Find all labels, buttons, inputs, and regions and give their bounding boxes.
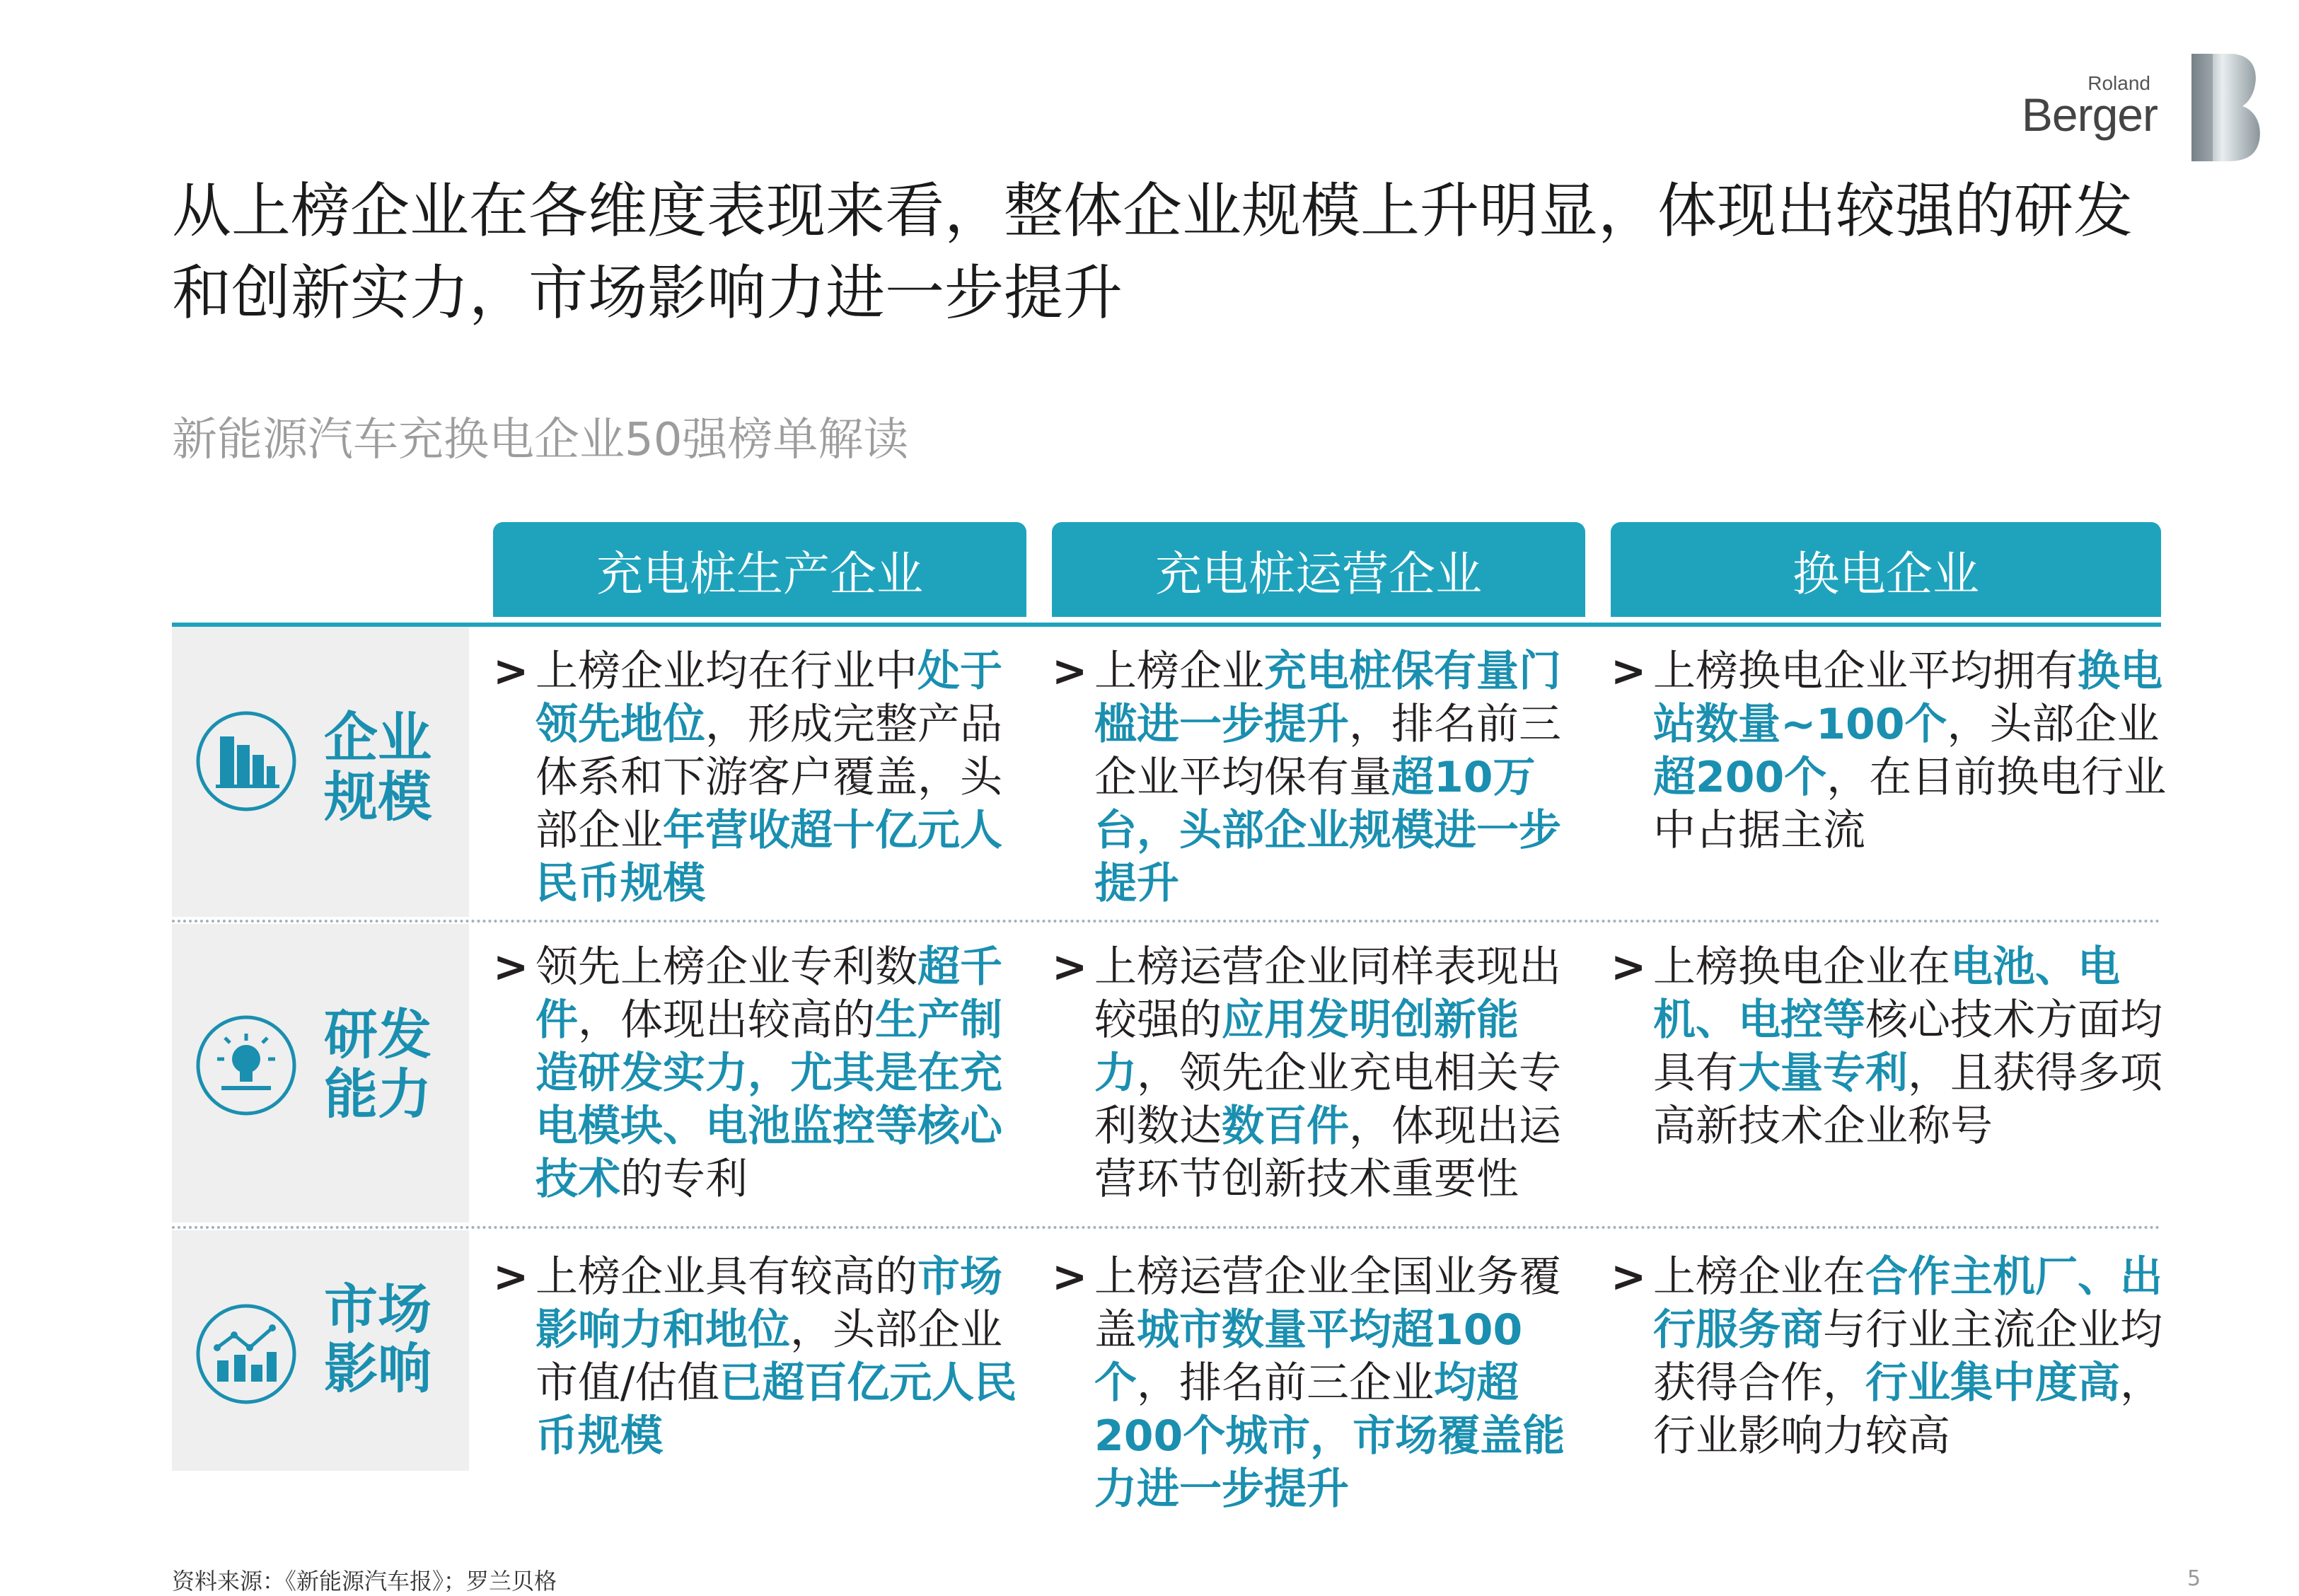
cell-text [535, 645, 1031, 910]
column-header-battery-swap: 换电企业 [1611, 522, 2161, 617]
bullet-arrow: > [1052, 1252, 1088, 1302]
cell-market-swap [1611, 1251, 2170, 1463]
body-text: ，体现出运营环节创新技术重要性 [1094, 1101, 1561, 1204]
row-label-scale [172, 627, 469, 917]
header-rule [172, 623, 2161, 627]
body-text: 上榜运营企业同样表现出较强的 [1094, 942, 1561, 1045]
bullet-arrow: > [493, 647, 529, 696]
body-text: ，形成完整产品体系和下游客户覆盖，头部企业 [535, 700, 1002, 855]
row-label-market [172, 1230, 469, 1471]
row-divider [172, 920, 2161, 923]
body-text: ，头部企业 [1947, 700, 2160, 749]
bullet-arrow: > [1611, 942, 1647, 992]
body-text: ，且获得多项高新技术企业称号 [1653, 1048, 2162, 1151]
cell-scale-operator [1052, 645, 1589, 910]
column-header-charger-manufacturer: 充电桩生产企业 [493, 522, 1026, 617]
highlight-text: 换电站数量~100个 [1653, 647, 2162, 749]
highlight-text: 超千件 [535, 942, 1002, 1045]
cell-rnd-swap [1611, 941, 2170, 1153]
highlight-text: 应用发明创新能力 [1094, 995, 1519, 1098]
source-note: 资料来源：《新能源汽车报》；罗兰贝格 [172, 1568, 557, 1595]
cell-text [535, 1251, 1031, 1463]
body-text: 上榜企业 [1094, 647, 1264, 696]
highlight-text: 均超200个城市，市场覆盖能力进一步提升 [1094, 1358, 1565, 1514]
highlight-text: 超200个 [1653, 753, 1827, 802]
bullet-arrow: > [493, 942, 529, 992]
cell-text [1094, 1251, 1589, 1516]
body-text: ，行业影响力较高 [1653, 1358, 2162, 1461]
market-chart-icon [193, 1301, 299, 1407]
roland-berger-logo [2021, 51, 2264, 164]
page-title: 从上榜企业在各维度表现来看，整体企业规模上升明显，体现出较强的研发和创新实力，市场影响力进一步提升 [172, 176, 2133, 328]
highlight-text: 市场影响力和地位 [535, 1252, 1002, 1355]
logo-b-mark-icon [2186, 51, 2264, 164]
row-label-rnd [172, 924, 469, 1222]
bullet-arrow: > [1611, 647, 1647, 696]
body-text: ，排名前三企业 [1137, 1358, 1434, 1408]
highlight-text: 数百件 [1222, 1101, 1349, 1151]
lightbulb-icon [193, 1012, 299, 1118]
cell-text [535, 941, 1031, 1206]
body-text: 上榜换电企业平均拥有 [1653, 647, 2078, 696]
bullet-arrow: > [1611, 1252, 1647, 1302]
cell-rnd-manufacturer [493, 941, 1031, 1206]
cell-market-manufacturer [493, 1251, 1031, 1463]
body-text: ，头部企业市值/估值 [535, 1305, 1002, 1408]
cell-text [1653, 941, 2170, 1153]
highlight-text: 年营收超十亿元人民币规模 [535, 806, 1002, 908]
building-chart-icon [193, 708, 299, 814]
cell-scale-manufacturer [493, 645, 1031, 910]
bullet-arrow: > [493, 1252, 529, 1302]
highlight-text: 合作主机厂、出行服务商 [1653, 1252, 2162, 1355]
highlight-text: 生产制造研发实力，尤其是在充电模块、电池监控等核心技术 [535, 995, 1002, 1204]
highlight-text: 大量专利 [1738, 1048, 1908, 1098]
body-text: 核心技术方面均具有 [1653, 995, 2162, 1098]
body-text: ，排名前三企业平均保有量 [1094, 700, 1561, 802]
cell-market-operator [1052, 1251, 1589, 1516]
cell-text [1094, 941, 1589, 1206]
cell-scale-swap [1611, 645, 2170, 857]
body-text: 领先上榜企业专利数 [535, 942, 917, 992]
body-text: ，体现出较高的 [578, 995, 875, 1045]
row-title-rnd: 研发能力 [324, 1003, 432, 1126]
body-text: 与行业主流企业均获得合作， [1653, 1305, 2162, 1408]
highlight-text: 城市数量平均超100个 [1094, 1305, 1523, 1408]
cell-text [1653, 1251, 2170, 1463]
body-text: 上榜企业具有较高的 [535, 1252, 917, 1302]
row-divider [172, 1226, 2161, 1229]
row-title-market: 市场影响 [324, 1278, 432, 1400]
highlight-text: 充电桩保有量门槛进一步提升 [1094, 647, 1561, 749]
highlight-text: 电池、电机、电控等 [1653, 942, 2120, 1045]
column-header-charger-operator: 充电桩运营企业 [1052, 522, 1585, 617]
page-number: 5 [2187, 1566, 2201, 1591]
body-text: 上榜企业在 [1653, 1252, 1865, 1302]
body-text: ，在目前换电行业中占据主流 [1653, 753, 2167, 855]
cell-text [1094, 645, 1589, 910]
row-title-scale: 企业规模 [324, 706, 432, 828]
cell-text [1653, 645, 2170, 857]
bullet-arrow: > [1052, 942, 1088, 992]
body-text: 的专利 [620, 1155, 748, 1204]
body-text: 上榜运营企业全国业务覆盖 [1094, 1252, 1561, 1355]
logo-roland-text: Roland [2087, 72, 2150, 94]
logo-berger-text: Berger [2021, 88, 2158, 141]
highlight-text: 行业集中度高 [1865, 1358, 2120, 1408]
highlight-text: 处于领先地位 [535, 647, 1002, 749]
cell-rnd-operator [1052, 941, 1589, 1206]
body-text: 上榜企业均在行业中 [535, 647, 917, 696]
highlight-text: 超10万台，头部企业规模进一步提升 [1094, 753, 1561, 908]
highlight-text: 已超百亿元人民币规模 [535, 1358, 1017, 1461]
bullet-arrow: > [1052, 647, 1088, 696]
page-subtitle: 新能源汽车充换电企业50强榜单解读 [172, 414, 909, 466]
body-text: 上榜换电企业在 [1653, 942, 1950, 992]
body-text: ，领先企业充电相关专利数达 [1094, 1048, 1561, 1151]
